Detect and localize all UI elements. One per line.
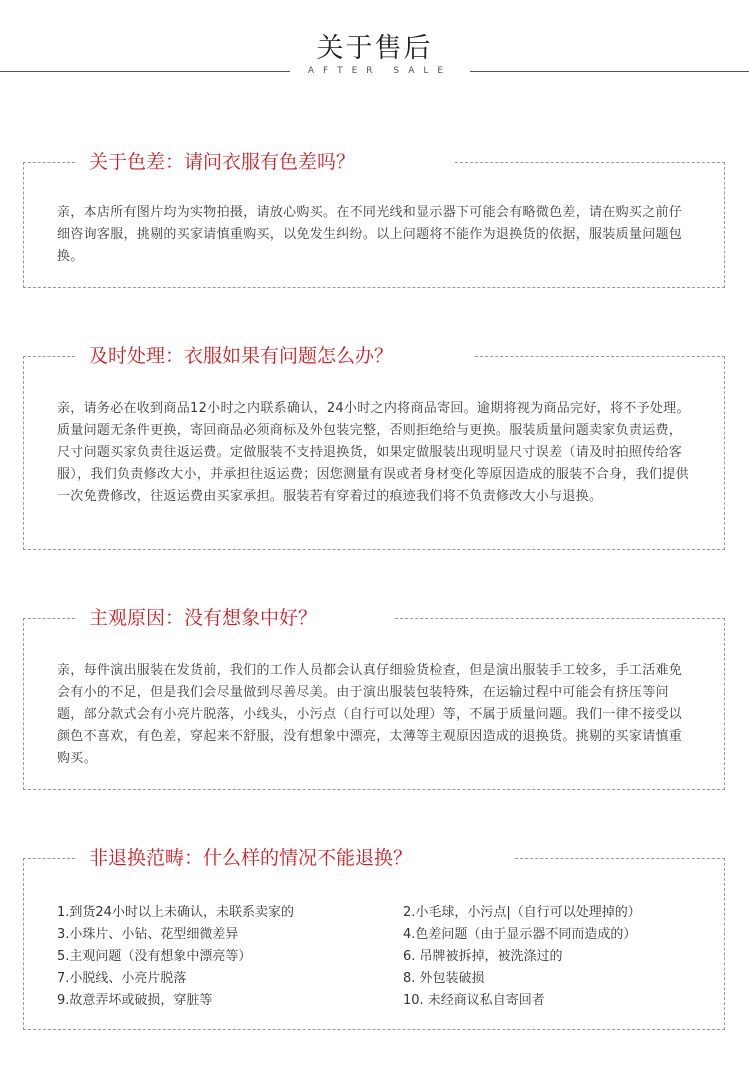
section-title: 关于色差：请问衣服有色差吗？ [85,147,359,177]
section-text: 亲，请务必在收到商品12小时之内联系确认，24小时之内将商品寄回。逾期将视为商品完好，将不予处理。质量问题无条件更换，寄回商品必须商标及外包装完整，否则拒绝给与更换。服装质量问题卖家负责运费，尺寸问题买家负责往返运费。定做服装不支持退换货，如果定做服装出现明显尺寸误差（请及时拍照传给客服），我们负责修改大小，并承担往返运费；因您测量有误或者身材变化等原因造成的服装不合身，我们提供一次免费修改，往返运费由买家承担。服装若有穿着过的痕迹我们将不负责修改大小与退换。 [57,401,690,504]
section-subjective-reasons [23,607,725,790]
page-title: 关于售后 [316,33,433,64]
section-color-difference [23,151,725,288]
list-item: 3.小珠片、小钻、花型细微差异 [57,927,239,942]
page-header [0,0,749,100]
section-title: 非退换范畴：什么样的情况不能退换？ [85,843,416,873]
section-timely-handling [23,345,725,550]
header-divider-left [0,71,290,72]
list-item: 8. 外包装破损 [403,971,485,986]
list-item: 4.色差问题（由于显示器不同而造成的） [403,927,637,942]
list-item: 7.小脱线、小亮片脱落 [57,971,187,986]
page-subtitle: AFTER SALE [307,66,453,76]
section-title: 主观原因：没有想象中好？ [85,603,321,633]
list-item: 5.主观问题（没有想象中漂亮等） [57,949,252,964]
section-text: 亲，本店所有图片均为实物拍摄，请放心购买。在不同光线和显示器下可能会有略微色差，请在购买之前仔细咨询客服，挑剔的买家请慎重购买，以免发生纠纷。以上问题将不能作为退换货的依据，服装质量问题包换。 [57,205,683,264]
header-divider-right [470,71,749,72]
section-text: 亲，每件演出服装在发货前，我们的工作人员都会认真仔细验货检查，但是演出服装手工较多，手工活难免会有小的不足，但是我们会尽量做到尽善尽美。由于演出服装包装特殊，在运输过程中可能会有挤压等问题，部分款式会有小亮片脱落，小线头，小污点（自行可以处理）等，不属于质量问题。我们一律不接受以颜色不喜欢，有色差，穿起来不舒服，没有想象中漂亮，太薄等主观原因造成的退换货。挑剔的买家请慎重购买。 [57,663,683,766]
list-column-right [403,902,733,1012]
list-item: 10. 未经商议私自寄回者 [403,993,545,1008]
section-title: 及时处理：衣服如果有问题怎么办？ [85,341,397,371]
list-item: 6. 吊牌被拆掉，被洗涤过的 [403,949,563,964]
list-column-left [57,902,397,1012]
list-item: 9.故意弄坏或破损，穿脏等 [57,993,213,1008]
section-non-returnable [23,847,725,1030]
list-item: 2.小毛球，小污点|（自行可以处理掉的） [403,905,641,920]
list-item: 1.到货24小时以上未确认，未联系卖家的 [57,905,294,920]
